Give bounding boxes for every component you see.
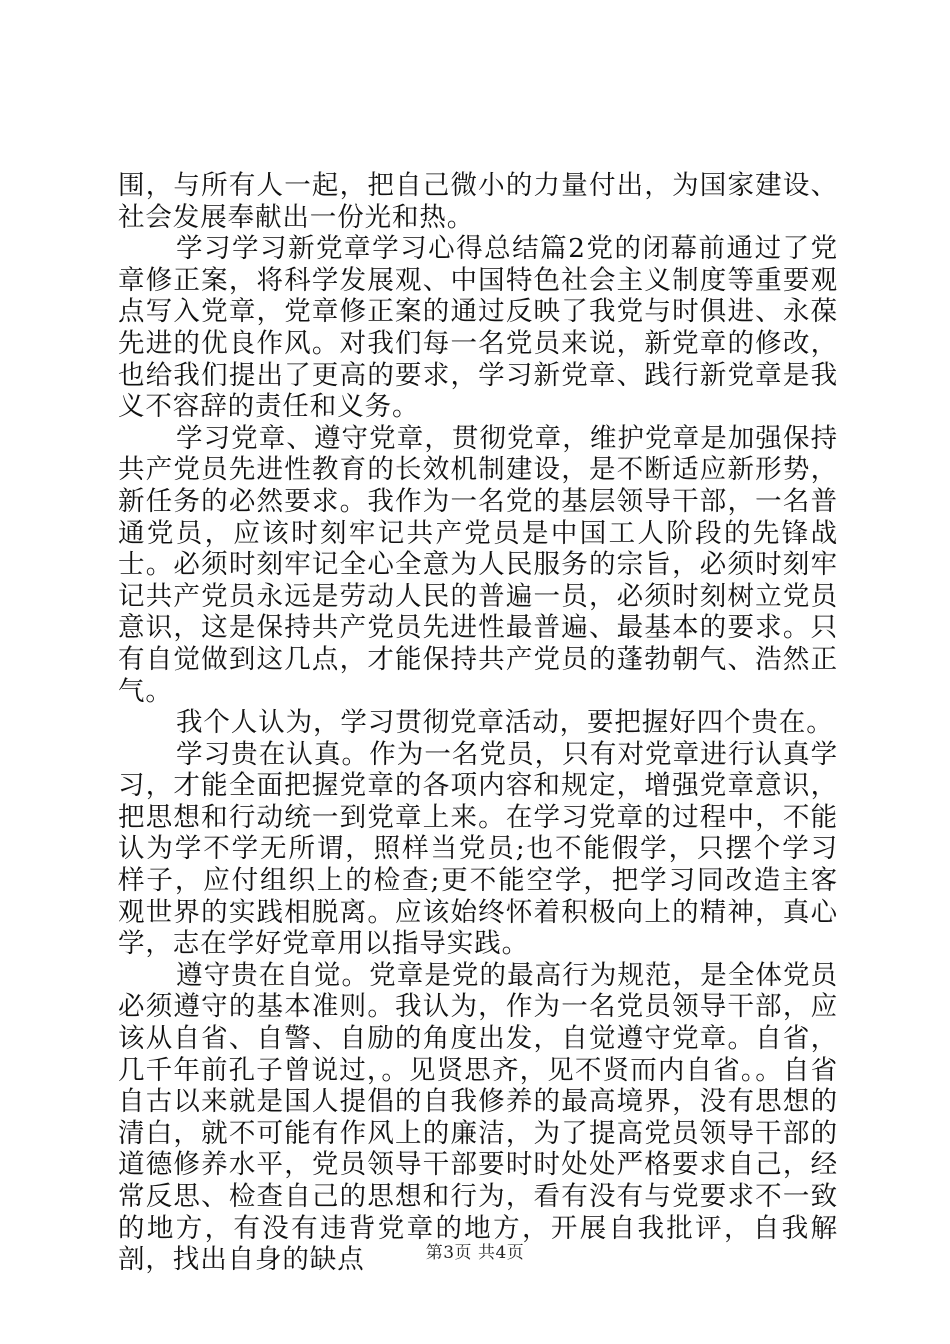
paragraph-continuation: 围，与所有人一起，把自己微小的力量付出，为国家建设、社会发展奉献出一份光和热。 (118, 170, 838, 233)
paragraph: 学习党章、遵守党章，贯彻党章，维护党章是加强保持共产党员先进性教育的长效机制建设，是不断适应新形势，新任务的必然要求。我作为一名党的基层领导干部，一名普通党员，应该时刻牢记共产党员是中国工人阶段的先锋战士。必须时刻牢记全心全意为人民服务的宗旨，必须时刻牢记共产党员永远是劳动人民的普遍一员，必须时刻树立党员意识，这是保持共产党员先进性最普遍、最基本的要求。只有自觉做到这几点，才能保持共产党员的蓬勃朝气、浩然正气。 (118, 422, 838, 707)
paragraph: 学习贵在认真。作为一名党员，只有对党章进行认真学习，才能全面把握党章的各项内容和规定，增强党章意识，把思想和行动统一到党章上来。在学习党章的过程中，不能认为学不学无所谓，照样当党员;也不能假学，只摆个学习样子，应付组织上的检查;更不能空学，把学习同改造主客观世界的实践相脱离。应该始终怀着积极向上的精神，真心学，志在学好党章用以指导实践。 (118, 738, 838, 960)
paragraph: 遵守贵在自觉。党章是党的最高行为规范，是全体党员必须遵守的基本准则。我认为，作为一名党员领导干部，应该从自省、自警、自励的角度出发，自觉遵守党章。自省，几千年前孔子曾说过，。见贤思齐，见不贤而内自省。。自省自古以来就是国人提倡的自我修养的最高境界，没有思想的清白，就不可能有作风上的廉洁，为了提高党员领导干部的道德修养水平，党员领导干部要时时处处严格要求自己，经常反思、检查自己的思想和行为，看有没有与党要求不一致的地方，有没有违背党章的地方，开展自我批评，自我解剖，找出自身的缺点 (118, 959, 838, 1276)
document-body (118, 170, 838, 1276)
page-number-footer: 第3页 共4页 (425, 1243, 525, 1263)
paragraph: 我个人认为，学习贯彻党章活动，要把握好四个贵在。 (176, 707, 834, 739)
paragraph: 学习学习新党章学习心得总结篇2党的闭幕前通过了党章修正案，将科学发展观、中国特色社会主义制度等重要观点写入党章，党章修正案的通过反映了我党与时俱进、永葆先进的优良作风。对我们每一名党员来说，新党章的修改，也给我们提出了更高的要求，学习新党章、践行新党章是我义不容辞的责任和义务。 (118, 233, 838, 423)
